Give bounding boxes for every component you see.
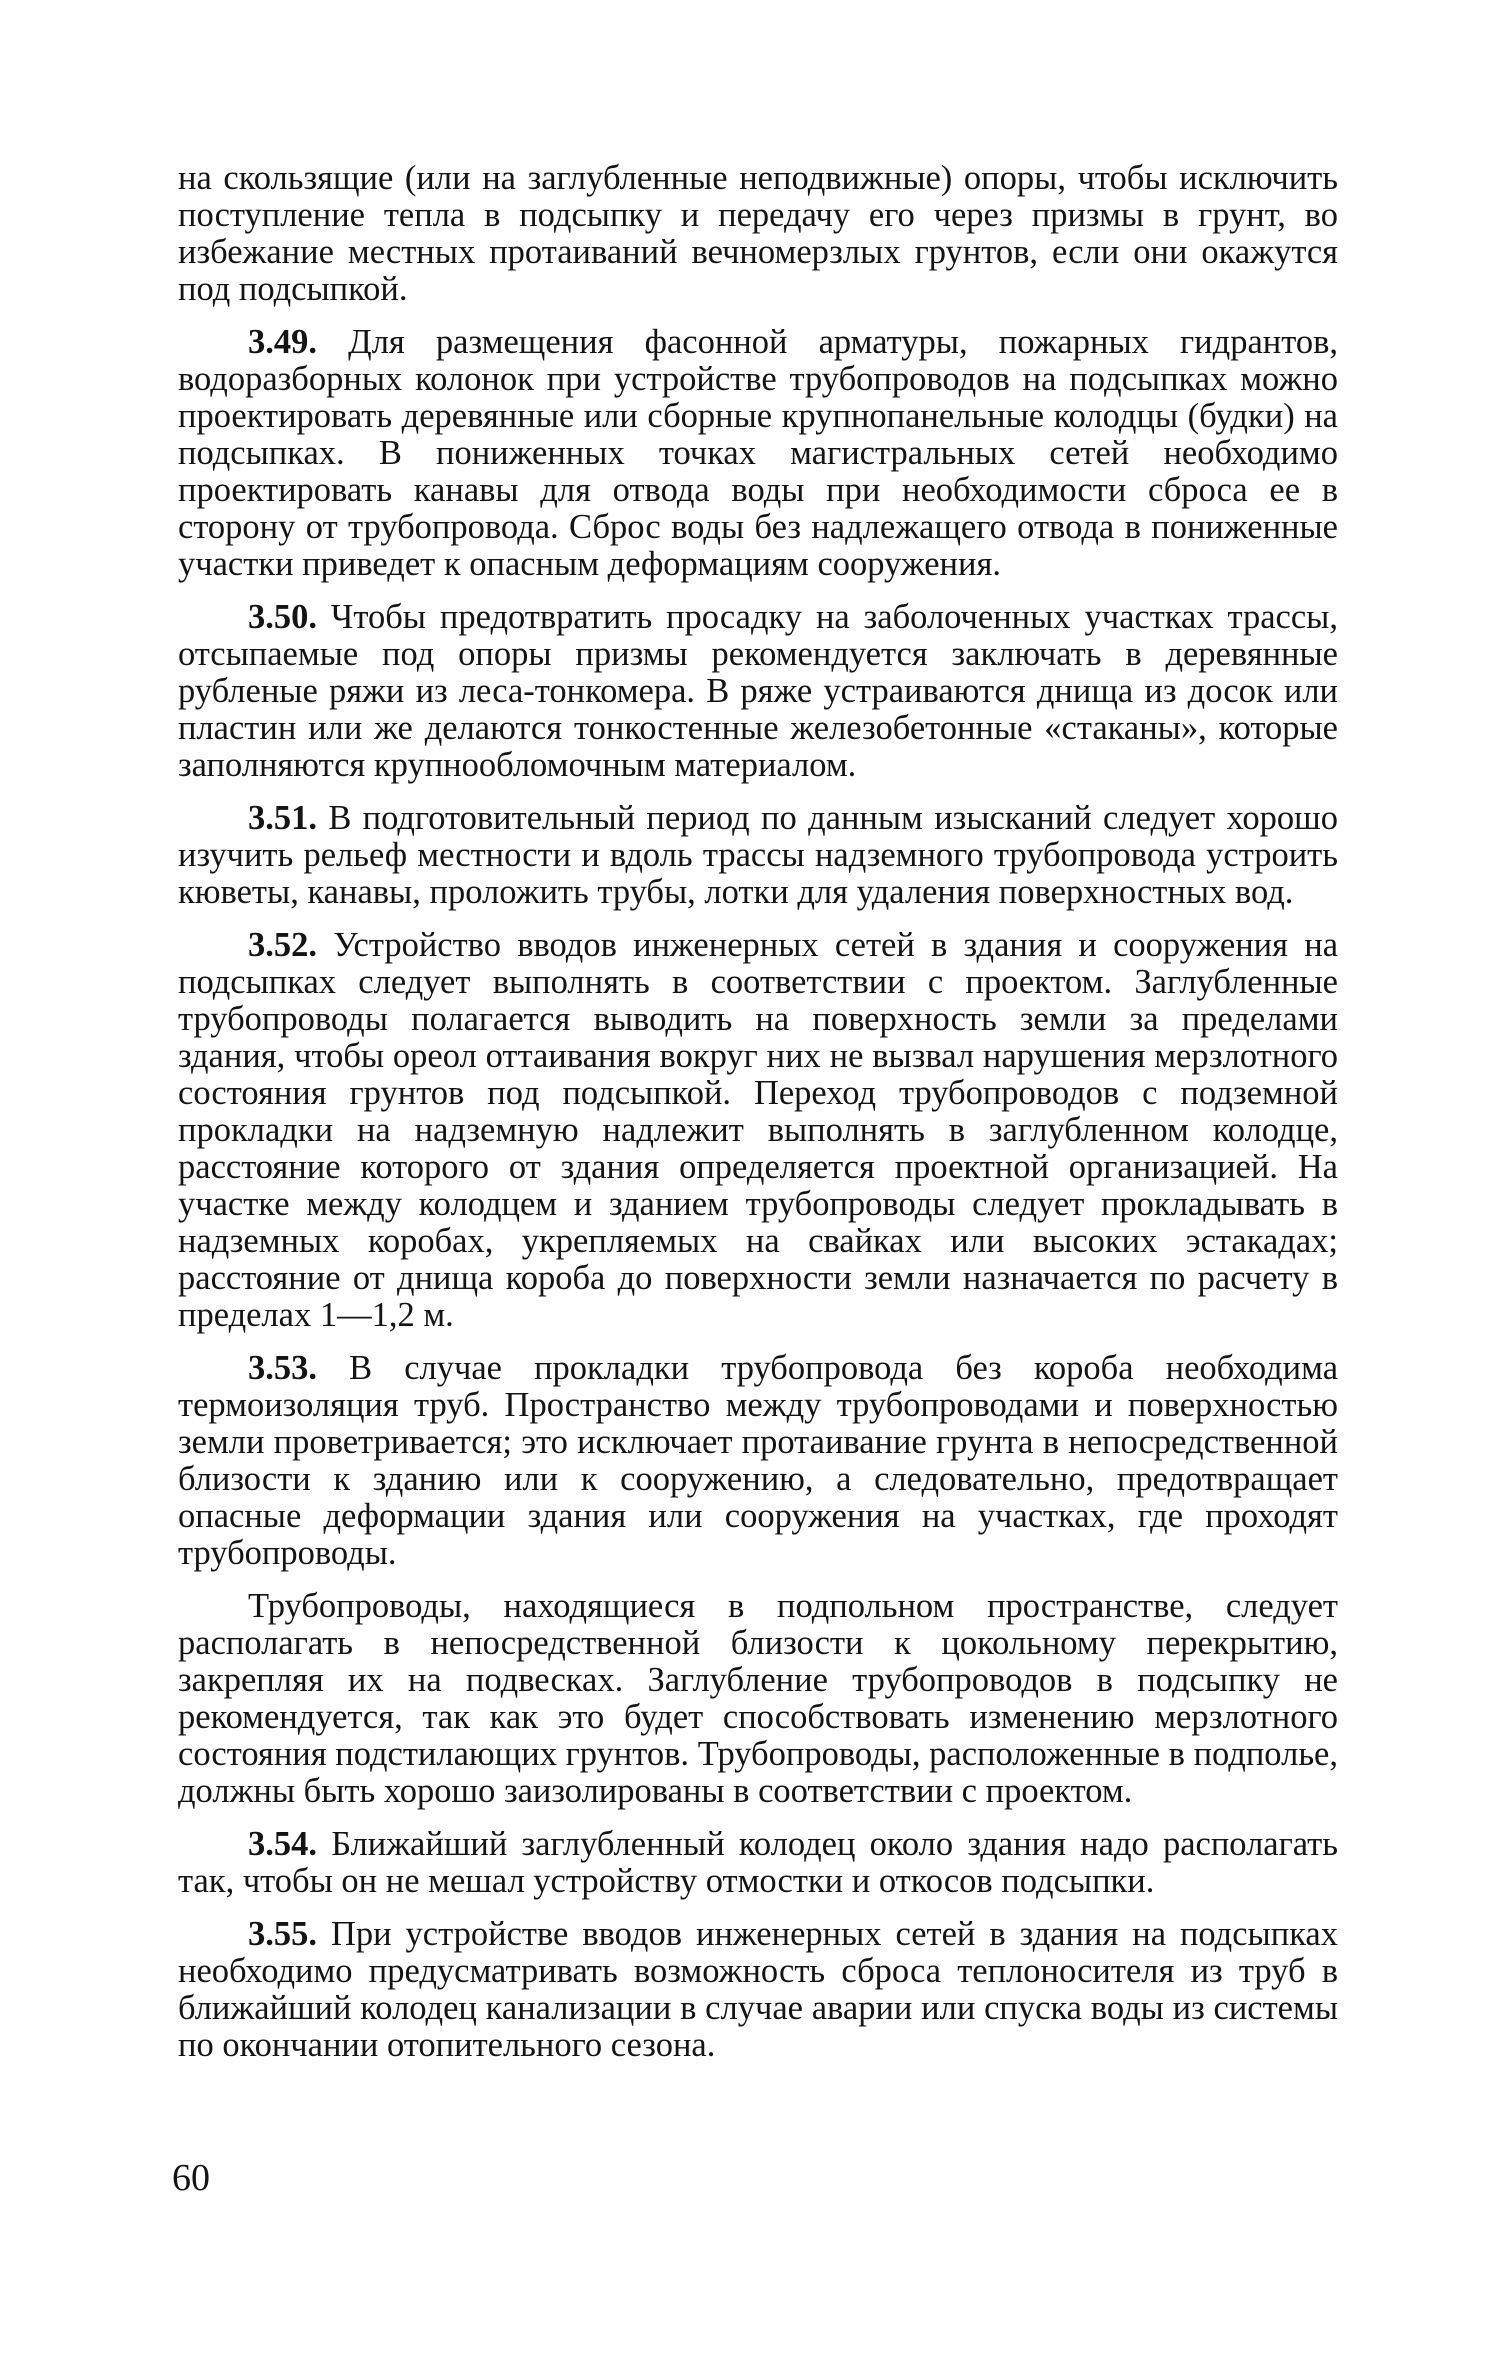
paragraph-number: 3.52. (248, 926, 317, 964)
paragraph-number: 3.54. (248, 1825, 317, 1863)
paragraph-text: При устройстве вводов инженерных сетей в здания на подсыпках необходимо предусматривать возможность сброса теплоносителя из труб в ближайший колодец канализации в случае аварии или спуска воды из системы по окончании отопительного сезона. (178, 1915, 1338, 2064)
paragraph-3-50 (178, 599, 1338, 784)
paragraph-text: Чтобы предотвратить просадку на заболоченных участках трассы, отсыпаемые под опоры призмы рекомендуется заключать в деревянные рубленые ряжи из леса-тонкомера. В ряже устраиваются днища из досок или пластин или же делаются тонкостенные железобетонные «стаканы», которые заполняются крупнообломочным материалом. (178, 598, 1338, 784)
paragraph-3-51 (178, 800, 1338, 911)
paragraph-3-54 (178, 1826, 1338, 1900)
paragraph-text: Устройство вводов инженерных сетей в здания и сооружения на подсыпках следует выполнять в соответствии с проектом. Заглубленные трубопроводы полагается выводить на поверхность земли за пределами здания, чтобы ореол оттаивания вокруг них не вызвал нарушения мерзлотного состояния грунтов под подсыпкой. Переход трубопроводов с подземной прокладки на надземную надлежит выполнять в заглубленном колодце, расстояние которого от здания определяется проектной организацией. На участке между колодцем и зданием трубопроводы следует прокладывать в надземных коробах, укрепляемых на свайках или высоких эстакадах; расстояние от днища короба до поверхности земли назначается по расчету в пределах 1—1,2 м. (178, 926, 1339, 1334)
paragraph-number: 3.51. (248, 799, 317, 837)
paragraph-number: 3.55. (248, 1915, 317, 1953)
paragraph-3-49 (178, 324, 1338, 583)
paragraph-number: 3.50. (248, 598, 317, 636)
paragraph-pipelines-subfloor (178, 1588, 1338, 1810)
paragraph-text: Для размещения фасонной арматуры, пожарных гидрантов, водоразборных колонок при устройстве трубопроводов на подсыпках можно проектировать деревянные или сборные крупнопанельные колодцы (будки) на подсыпках. В пониженных точках магистральных сетей необходимо проектировать канавы для отвода воды при необходимости сброса ее в сторону от трубопровода. Сброс воды без надлежащего отвода в пониженные участки приведет к опасным деформациям сооружения. (178, 323, 1339, 583)
paragraph-text: В подготовительный период по данным изысканий следует хорошо изучить рельеф местности и вдоль трассы надземного трубопровода устроить кюветы, канавы, проложить трубы, лотки для удаления поверхностных вод. (178, 799, 1339, 911)
page-body (178, 160, 1338, 2080)
page-number: 60 (172, 2157, 210, 2199)
paragraph-3-55 (178, 1916, 1338, 2064)
paragraph-number: 3.49. (248, 323, 317, 361)
paragraph-text: Трубопроводы, находящиеся в подпольном пространстве, следует располагать в непосредственной близости к цокольному перекрытию, закрепляя их на подвесках. Заглубление трубопроводов в подсыпку не рекомендуется, так как это будет способствовать изменению мерзлотного состояния подстилающих грунтов. Трубопроводы, расположенные в подполье, должны быть хорошо заизолированы в соответствии с проектом. (178, 1587, 1338, 1810)
paragraph-3-53 (178, 1350, 1338, 1572)
paragraph-text: на скользящие (или на заглубленные неподвижные) опоры, чтобы исключить поступление тепла в подсыпку и передачу его через призмы в грунт, во избежание местных протаиваний вечномерзлых грунтов, если они окажутся под подсыпкой. (178, 159, 1338, 308)
paragraph-3-52 (178, 927, 1338, 1334)
paragraph-number: 3.53. (248, 1349, 317, 1387)
paragraph-text: В случае прокладки трубопровода без короба необходима термоизоляция труб. Пространство между трубопроводами и поверхностью земли проветривается; это исключает протаивание грунта в непосредственной близости к зданию или к сооружению, а следовательно, предотвращает опасные деформации здания или сооружения на участках, где проходят трубопроводы. (178, 1349, 1339, 1572)
paragraph-text: Ближайший заглубленный колодец около здания надо располагать так, чтобы он не мешал устройству отмостки и откосов подсыпки. (178, 1825, 1338, 1900)
paragraph-continuation (178, 160, 1338, 308)
